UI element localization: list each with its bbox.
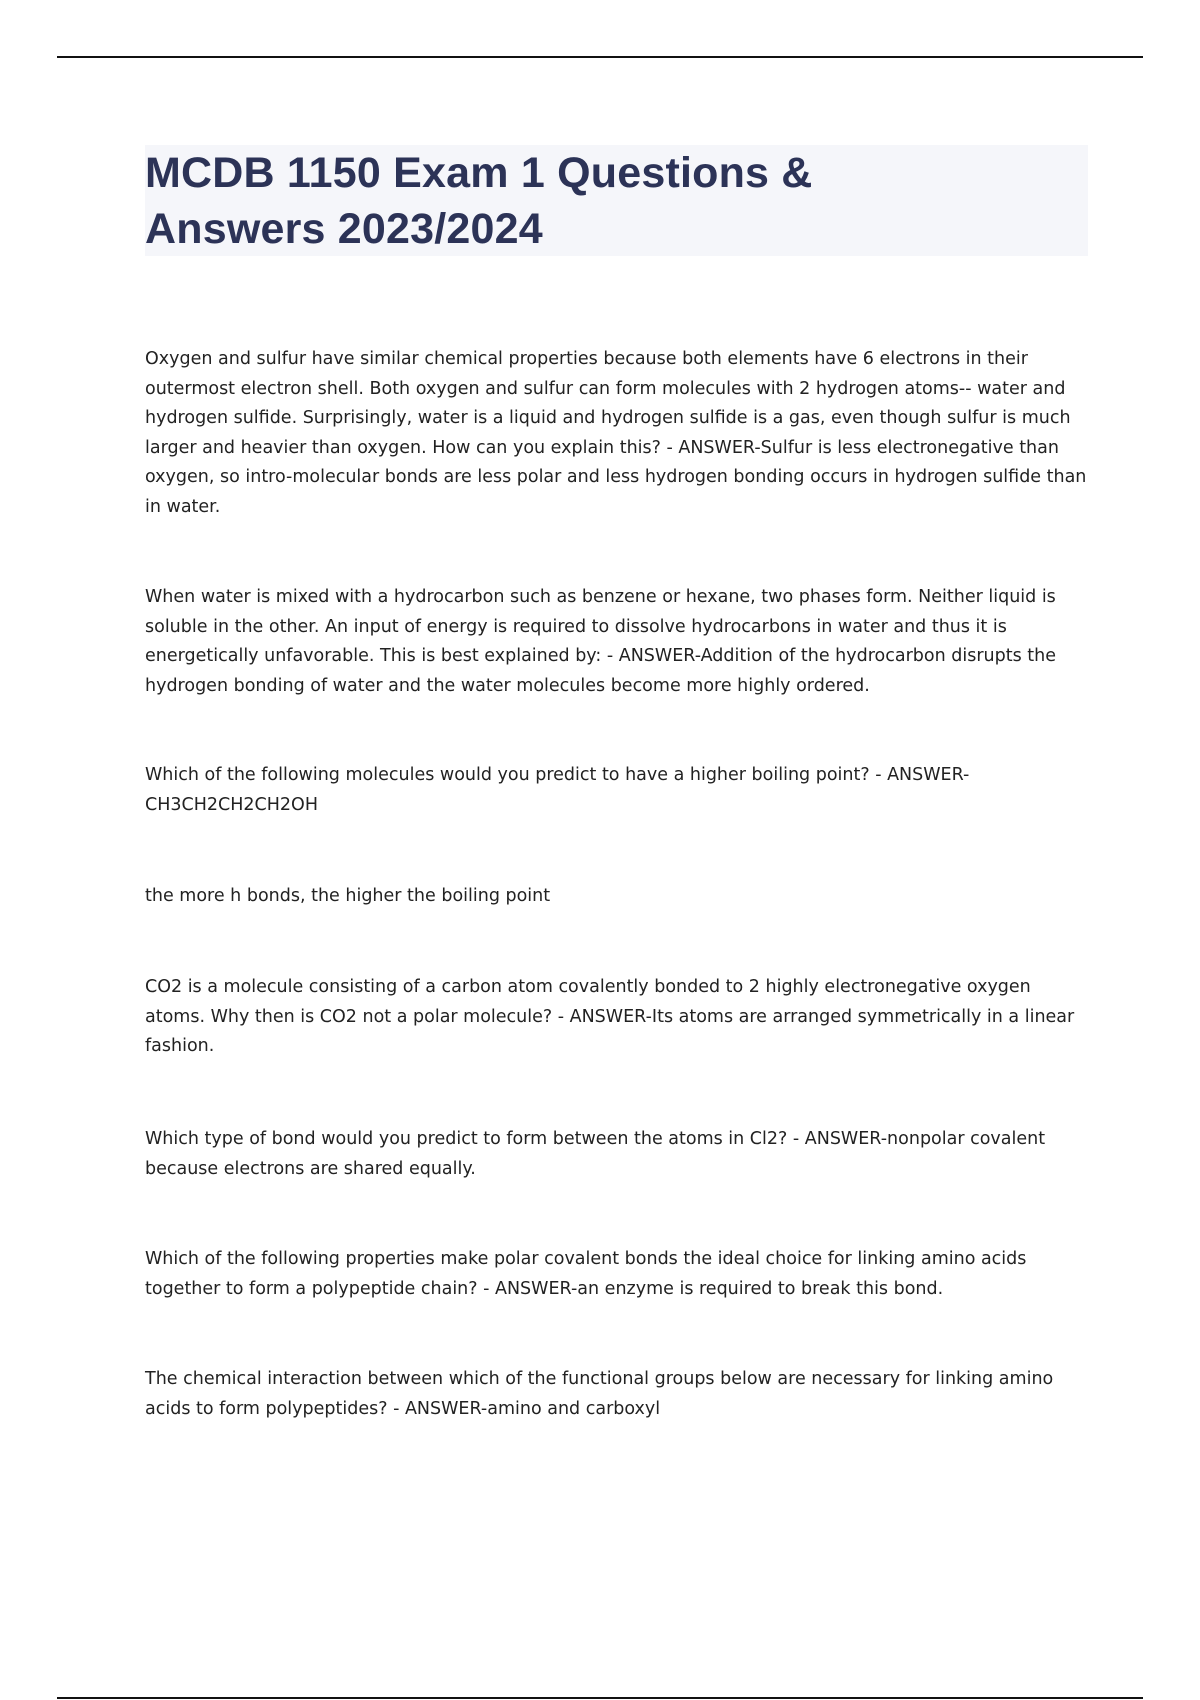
qa-item-5: CO2 is a molecule consisting of a carbon atom covalently bonded to 2 highly electronegative oxygen atoms. Why then is CO2 not a polar molecule? - ANSWER-Its atoms are arranged symmetrically in a linear fashion. [145, 977, 1075, 1056]
qa-item-4: the more h bonds, the higher the boiling point [145, 886, 551, 906]
footer-rule [57, 1697, 1143, 1699]
title-block [145, 145, 1088, 256]
qa-item-6: Which type of bond would you predict to form between the atoms in Cl2? - ANSWER-nonpolar covalent because electrons are shared equally. [145, 1129, 1046, 1179]
header-rule [57, 56, 1143, 58]
qa-item-7: Which of the following properties make polar covalent bonds the ideal choice for linking amino acids together to form a polypeptide chain? - ANSWER-an enzyme is required to break this bond. [145, 1249, 1027, 1299]
title-line-1: MCDB 1150 Exam 1 Questions & [145, 149, 813, 197]
qa-item-2: When water is mixed with a hydrocarbon such as benzene or hexane, two phases form. Neither liquid is soluble in the other. An input of energy is required to dissolve hydrocarbons in water and thus it is energetically unfavorable. This is best explained by: - ANSWER-Addition of the hydrocarbon disrupts the hydrogen bonding of water and the water molecules become more highly ordered. [145, 587, 1056, 696]
qa-item-8: The chemical interaction between which of the functional groups below are necessary for linking amino acids to form polypeptides? - ANSWER-amino and carboxyl [145, 1369, 1054, 1419]
title-line-2: Answers 2023/2024 [145, 205, 543, 253]
qa-item-3: Which of the following molecules would you predict to have a higher boiling point? - ANSWER-CH3CH2CH2CH2OH [145, 765, 970, 815]
document-title [145, 145, 1088, 257]
qa-item-1: Oxygen and sulfur have similar chemical properties because both elements have 6 electrons in their outermost electron shell. Both oxygen and sulfur can form molecules with 2 hydrogen atoms-- water and hydrogen sulfide. Surprisingly, water is a liquid and hydrogen sulfide is a gas, even though sulfur is much larger and heavier than oxygen. How can you explain this? - ANSWER-Sulfur is less electronegative than oxygen, so intro-molecular bonds are less polar and less hydrogen bonding occurs in hydrogen sulfide than in water. [145, 349, 1087, 517]
